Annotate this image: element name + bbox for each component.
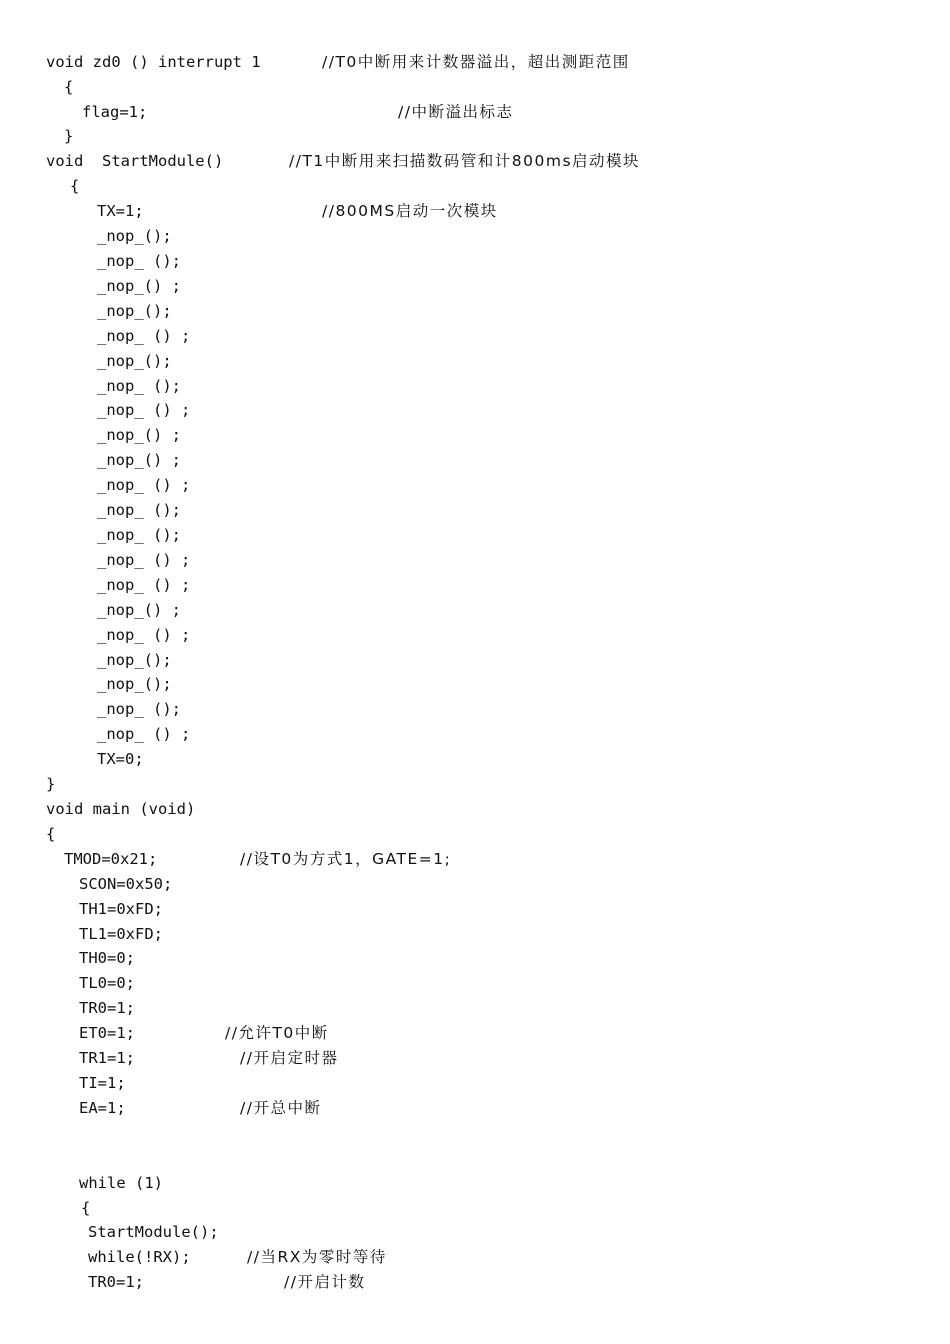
code-text: TH0=0; (79, 949, 135, 967)
code-text: TL1=0xFD; (79, 925, 163, 943)
code-text: _nop_ (); (97, 526, 181, 544)
code-text: _nop_ () ; (97, 401, 191, 419)
code-text: _nop_ (); (97, 252, 181, 270)
code-comment: //开总中断 (240, 1099, 322, 1117)
code-text: void StartModule() (46, 152, 224, 170)
code-text: _nop_ () ; (97, 551, 191, 569)
code-text: StartModule(); (88, 1223, 219, 1241)
code-text: _nop_ () ; (97, 327, 191, 345)
code-text: void main (void) (46, 800, 196, 818)
code-comment: //设T0为方式1，GATE=1; (240, 850, 452, 868)
code-text: flag=1; (82, 103, 148, 121)
code-text: TX=0; (97, 750, 144, 768)
code-text: TX=1; (97, 202, 144, 220)
code-text: _nop_ () ; (97, 725, 191, 743)
code-text: _nop_ (); (97, 377, 181, 395)
code-text: { (70, 177, 80, 195)
code-text: _nop_(); (97, 227, 172, 245)
code-comment: //中断溢出标志 (398, 103, 514, 121)
code-comment: //T1中断用来扫描数码管和计800ms启动模块 (289, 152, 641, 170)
code-text: _nop_ () ; (97, 476, 191, 494)
code-text: EA=1; (79, 1099, 126, 1117)
code-text: { (64, 78, 74, 96)
code-text: _nop_(); (97, 651, 172, 669)
code-text: TH1=0xFD; (79, 900, 163, 918)
code-text: _nop_() ; (97, 601, 181, 619)
code-text: _nop_() ; (97, 451, 181, 469)
code-text: { (81, 1199, 91, 1217)
code-text: TR0=1; (88, 1273, 144, 1291)
code-text: _nop_(); (97, 352, 172, 370)
code-text: TR1=1; (79, 1049, 135, 1067)
code-text: _nop_ (); (97, 700, 181, 718)
code-text: TMOD=0x21; (64, 850, 158, 868)
code-text: _nop_ () ; (97, 576, 191, 594)
code-text: while(!RX); (88, 1248, 191, 1266)
code-text: _nop_(); (97, 302, 172, 320)
code-text: _nop_() ; (97, 277, 181, 295)
code-comment: //800MS启动一次模块 (322, 202, 498, 220)
code-text: TI=1; (79, 1074, 126, 1092)
code-text: TR0=1; (79, 999, 135, 1017)
code-text: _nop_(); (97, 675, 172, 693)
code-text: _nop_ (); (97, 501, 181, 519)
code-text: while (1) (79, 1174, 163, 1192)
code-comment: //允许T0中断 (225, 1024, 329, 1042)
code-text: _nop_() ; (97, 426, 181, 444)
code-comment: //开启计数 (284, 1273, 366, 1291)
code-comment: //开启定时器 (240, 1049, 339, 1067)
code-text: void zd0 () interrupt 1 (46, 53, 261, 71)
code-text: TL0=0; (79, 974, 135, 992)
code-comment: //T0中断用来计数器溢出，超出测距范围 (322, 53, 630, 71)
code-text: { (46, 825, 56, 843)
code-comment: //当RX为零时等待 (247, 1248, 387, 1266)
code-text: } (64, 127, 74, 145)
code-text: ET0=1; (79, 1024, 135, 1042)
code-text: } (46, 775, 56, 793)
code-text: SCON=0x50; (79, 875, 173, 893)
code-text: _nop_ () ; (97, 626, 191, 644)
